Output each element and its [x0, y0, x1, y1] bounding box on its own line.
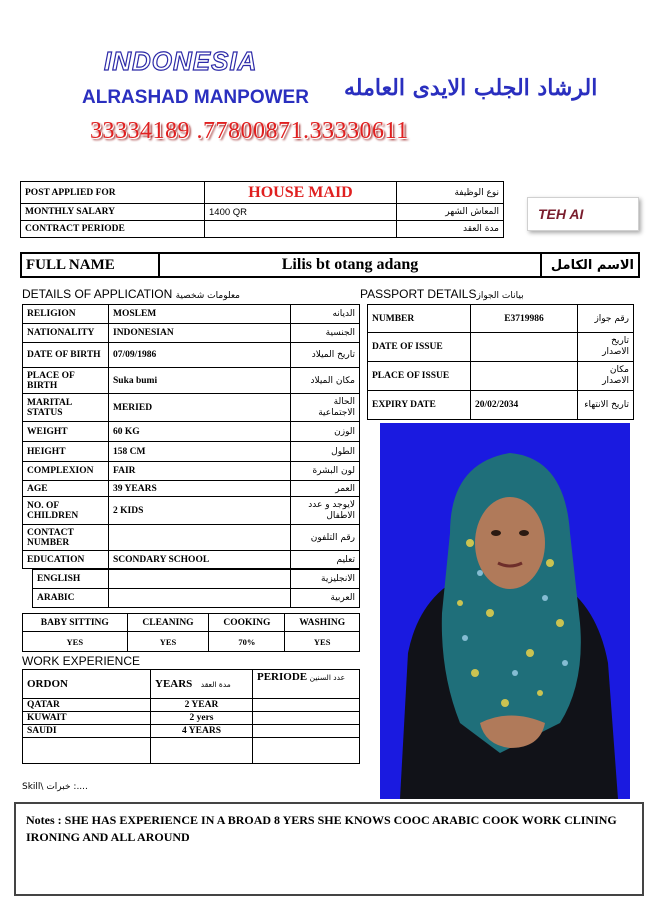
full-name-table — [20, 252, 640, 278]
app-row-value: FAIR — [109, 462, 291, 481]
experience-col-years-arabic: مدة العقد — [200, 680, 231, 689]
skill-value: YES — [285, 632, 360, 652]
app-row-value: 39 YEARS — [109, 481, 291, 497]
job-info-table — [20, 181, 504, 238]
passport-row-label: NUMBER — [368, 305, 471, 333]
applicant-portrait-illustration — [380, 423, 630, 799]
passport-row-label: PLACE OF ISSUE — [368, 362, 471, 391]
app-row-arabic: مكان الميلاد — [291, 368, 360, 394]
app-row-label: EDUCATION — [23, 551, 109, 569]
experience-table — [22, 669, 360, 764]
experience-title: WORK EXPERIENCE — [22, 654, 141, 668]
passport-row-value: E3719986 — [471, 305, 578, 333]
experience-period — [253, 725, 360, 738]
app-row-value: MERIED — [109, 394, 291, 422]
application-table — [22, 304, 360, 569]
post-label-arabic: نوع الوظيفة — [397, 182, 504, 204]
app-row-value: SCONDARY SCHOOL — [109, 551, 291, 569]
passport-row-arabic: مكان الاصدار — [578, 362, 634, 391]
language-arabic: العربية — [291, 589, 360, 608]
post-value: HOUSE MAID — [205, 182, 397, 204]
app-row-value: 07/09/1986 — [109, 343, 291, 368]
app-row-value — [109, 525, 291, 551]
logo-agency-name-arabic: الرشاد الجلب الايدى العامله — [344, 75, 598, 101]
passport-table — [367, 304, 634, 420]
app-row-arabic: رقم التلفون — [291, 525, 360, 551]
app-row-label: CONTACT NUMBER — [23, 525, 109, 551]
app-row-label: NO. OF CHILDREN — [23, 497, 109, 525]
language-arabic: الانجليزية — [291, 570, 360, 589]
app-row-value: 2 KIDS — [109, 497, 291, 525]
language-value — [109, 570, 291, 589]
app-row-value: Suka bumi — [109, 368, 291, 394]
app-row-label: PLACE OF BIRTH — [23, 368, 109, 394]
app-row-value: INDONESIAN — [109, 324, 291, 343]
experience-col-years-label: YEARS — [155, 678, 193, 690]
app-row-arabic: الديانه — [291, 305, 360, 324]
passport-row-arabic: تاريخ الاصدار — [578, 333, 634, 362]
app-row-label: COMPLEXION — [23, 462, 109, 481]
passport-section-title — [360, 287, 524, 301]
full-name-label-arabic: الاسم الكامل — [541, 253, 639, 277]
contract-label-arabic: مدة العقد — [397, 221, 504, 238]
full-name-value: Lilis bt otang adang — [159, 253, 541, 277]
experience-country — [23, 738, 151, 764]
passport-row-arabic: تاريخ الانتهاء — [578, 391, 634, 420]
app-row-arabic: تاريخ الميلاد — [291, 343, 360, 368]
passport-row-label: DATE OF ISSUE — [368, 333, 471, 362]
app-row-value: 158 CM — [109, 442, 291, 462]
passport-row-value — [471, 333, 578, 362]
passport-row-value — [471, 362, 578, 391]
passport-title: PASSPORT DETAILS — [360, 287, 477, 301]
passport-row-arabic: رقم جواز — [578, 305, 634, 333]
experience-country: SAUDI — [23, 725, 151, 738]
experience-col-period — [253, 670, 360, 699]
app-row-arabic: الحالة الاجتماعية — [291, 394, 360, 422]
app-row-label: WEIGHT — [23, 422, 109, 442]
skills-table — [22, 613, 360, 652]
experience-col-country: ORDON — [23, 670, 151, 699]
application-title: DETAILS OF APPLICATION — [22, 287, 173, 301]
salary-label: MONTHLY SALARY — [21, 204, 205, 221]
skill-header: BABY SITTING — [23, 614, 128, 632]
experience-period — [253, 699, 360, 712]
app-row-label: RELIGION — [23, 305, 109, 324]
application-title-arabic: معلومات شخصية — [175, 291, 240, 301]
experience-col-period-arabic: عدد السنين — [309, 673, 346, 682]
applicant-photo — [380, 423, 630, 799]
experience-years — [151, 738, 253, 764]
logo-agency-name: ALRASHAD MANPOWER — [82, 87, 309, 108]
app-row-label: DATE OF BIRTH — [23, 343, 109, 368]
app-row-label: HEIGHT — [23, 442, 109, 462]
experience-col-years — [151, 670, 253, 699]
app-row-arabic: تعليم — [291, 551, 360, 569]
app-row-arabic: الطول — [291, 442, 360, 462]
app-row-arabic: الوزن — [291, 422, 360, 442]
agency-phone-numbers: 33334189 .77800871.33330611 — [90, 118, 409, 144]
experience-period — [253, 712, 360, 725]
full-name-label: FULL NAME — [21, 253, 159, 277]
app-row-label: AGE — [23, 481, 109, 497]
skill-value: 70% — [209, 632, 285, 652]
passport-title-arabic: بيانات الجواز — [476, 291, 524, 301]
experience-years: 2 YEAR — [151, 699, 253, 712]
app-row-value: MOSLEM — [109, 305, 291, 324]
agent-code-box: TEH AI — [527, 197, 639, 231]
app-row-label: NATIONALITY — [23, 324, 109, 343]
post-label: POST APPLIED FOR — [21, 182, 205, 204]
notes-box: Notes : SHE HAS EXPERIENCE IN A BROAD 8 YERS SHE KNOWS COOC ARABIC COOK WORK CLINING IRONING AND ALL AROUND — [14, 802, 644, 896]
passport-row-value: 20/02/2034 — [471, 391, 578, 420]
experience-country: QATAR — [23, 699, 151, 712]
skill-header: COOKING — [209, 614, 285, 632]
passport-row-label: EXPIRY DATE — [368, 391, 471, 420]
skill-header: CLEANING — [127, 614, 209, 632]
language-table — [32, 569, 360, 608]
app-row-arabic: الجنسية — [291, 324, 360, 343]
app-row-arabic: لون البشرة — [291, 462, 360, 481]
skill-value: YES — [23, 632, 128, 652]
contract-label: CONTRACT PERIODE — [21, 221, 205, 238]
language-label: ENGLISH — [33, 570, 109, 589]
skill-line: Skill\ خبرات :.... — [22, 782, 88, 792]
salary-value: 1400 QR — [205, 204, 397, 221]
experience-col-period-label: PERIODE — [257, 671, 308, 683]
experience-years: 4 YEARS — [151, 725, 253, 738]
language-value — [109, 589, 291, 608]
app-row-arabic: العمر — [291, 481, 360, 497]
app-row-label: MARITAL STATUS — [23, 394, 109, 422]
experience-years: 2 yers — [151, 712, 253, 725]
contract-value — [205, 221, 397, 238]
experience-country: KUWAIT — [23, 712, 151, 725]
application-section-title — [22, 287, 240, 301]
skill-value: YES — [127, 632, 209, 652]
app-row-arabic: لايوجد و عدد الاطفال — [291, 497, 360, 525]
logo-country: INDONESIA — [104, 46, 258, 76]
experience-period — [253, 738, 360, 764]
app-row-value: 60 KG — [109, 422, 291, 442]
language-label: ARABIC — [33, 589, 109, 608]
salary-label-arabic: المعاش الشهر — [397, 204, 504, 221]
skill-header: WASHING — [285, 614, 360, 632]
